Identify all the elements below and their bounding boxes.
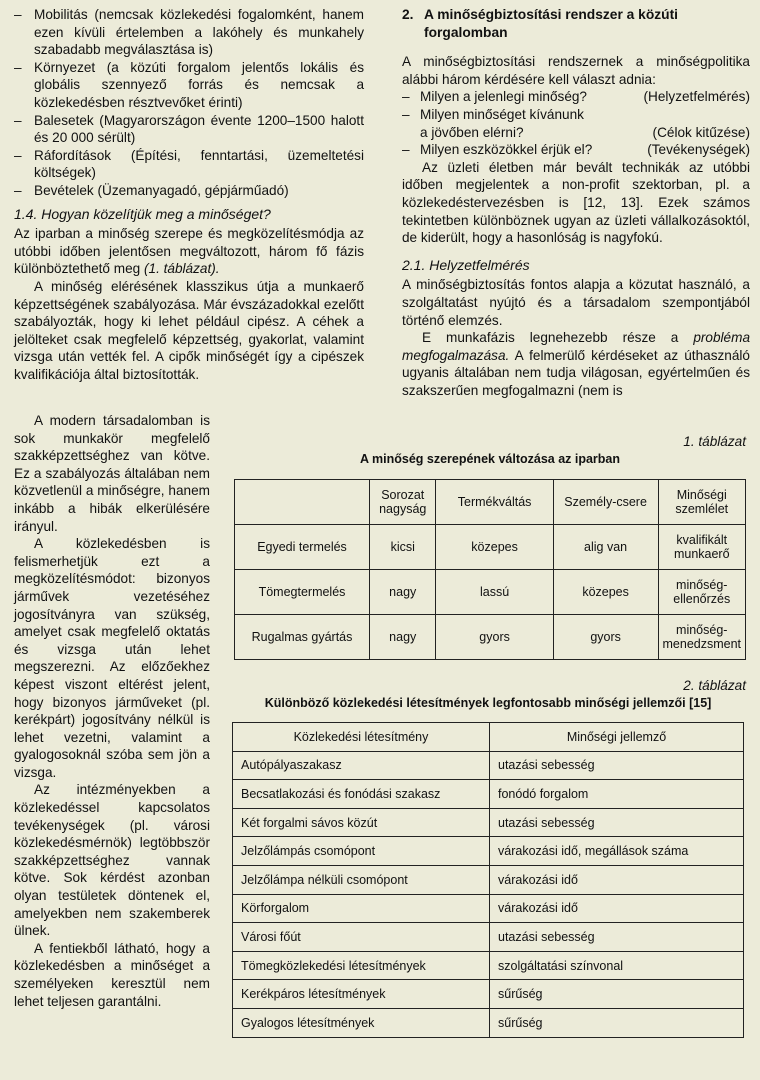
paragraph: A modern társadalomban is sok munkakör megfelelő szakképzettséghez van kötve. Ez a szabályozás általában nem közvetlenül a minőségre, hanem inkább a hibák elkerülésére irányul. (14, 413, 210, 534)
table-row (235, 615, 746, 660)
table-2-label: 2. táblázat (683, 678, 746, 693)
table-cell: utazási sebesség (490, 923, 744, 952)
table-cell: nagy (370, 570, 436, 615)
question-text: Milyen minőséget kívánunk (420, 106, 584, 122)
table-cell: nagy (370, 615, 436, 660)
table-row (233, 808, 744, 837)
table-row (233, 980, 744, 1009)
list-item: – Balesetek (Magyarországon évente 1200–1500 halott és 20 000 sérült) (14, 112, 364, 146)
paragraph-text: E munkafázis legnehezebb része a (422, 330, 694, 346)
table-cell: közepes (436, 525, 553, 570)
table-cell: várakozási idő, megállások száma (490, 837, 744, 866)
table-cell: Tömegközlekedési létesítmények (233, 951, 490, 980)
question-item: – Milyen eszközökkel érjük el? (Tevékenységek) (402, 142, 750, 158)
table-header-cell (235, 480, 370, 525)
right-column (402, 6, 750, 399)
question-text: Milyen eszközökkel érjük el? (420, 142, 593, 158)
paragraph: A minőség elérésének klasszikus útja a munkaerő képzettségének szabályozása. Már évszázadokkal ezelőtt szabályozták, hogy ki lehet például cipész. A céhek a jelölteket csak megfelelő képzettség, gyakorlat, valamint vizsga után vették fel. A cipők minőségét így a cipészek kvalifikációja által biztosították. (14, 278, 364, 382)
question-item-cont (402, 124, 750, 142)
table-cell: Jelzőlámpás csomópont (233, 837, 490, 866)
question-text: a jövőben elérni? (420, 124, 524, 140)
question-label: (Tevékenységek) (647, 142, 750, 158)
table-cell: alig van (553, 525, 658, 570)
table-2-title: Különböző közlekedési létesítmények legfontosabb minőségi jellemzői [15] (264, 696, 712, 710)
paragraph: Az intézményekben a közlekedéssel kapcsolatos tevékenységek (pl. városi közlekedésmérnök) legtöbbször szakképzettséghez vannak kötve. Sok kérdést azonban olyan testületek döntenek el, amelyekben nem szakemberek ülnek. (14, 782, 210, 939)
list-item: – Környezet (a közúti forgalom jelentős lokális és globális szennyező forrás és nemcsak a közlekedésben résztvevőket érinti) (14, 59, 364, 110)
table-reference: (1. táblázat). (143, 261, 220, 277)
table-cell: Rugalmas gyártás (235, 615, 370, 660)
table-cell: kvalifikált munkaerő (658, 525, 746, 570)
table-cell: közepes (553, 570, 658, 615)
table-row (233, 1008, 744, 1037)
table-row (233, 951, 744, 980)
paragraph: A fentiekből látható, hogy a közlekedésben a minőséget a személyeken keresztül nem lehet teljesen garantálni. (14, 940, 210, 1009)
table-header-cell: Közlekedési létesítmény (233, 723, 490, 752)
table-cell: várakozási idő (490, 894, 744, 923)
table-row (233, 751, 744, 780)
paragraph: A minőségbiztosítás fontos alapja a közutat használó, a szolgáltatást nyújtó és a társadalom szempontjából történő elemzés. (402, 277, 750, 328)
table-cell: Két forgalmi sávos közút (233, 808, 490, 837)
table-2-body (233, 751, 744, 1037)
section-heading-2 (402, 6, 750, 41)
table-header-row (233, 723, 744, 752)
section-title: A minőségbiztosítási rendszer a közúti forgalomban (424, 7, 679, 40)
table-header-row (235, 480, 746, 525)
table-cell: Városi főút (233, 923, 490, 952)
table-header-cell: Sorozat nagyság (370, 480, 436, 525)
section-heading-1-4: 1.4. Hogyan közelítjük meg a minőséget? (14, 205, 271, 222)
table-cell: Becsatlakozási és fonódási szakasz (233, 780, 490, 809)
list-item: – Bevételek (Üzemanyagadó, gépjárműadó) (14, 182, 364, 200)
table-row (233, 923, 744, 952)
list-item: – Mobilitás (nemcsak közlekedési fogalomként, hanem ezen kívüli értelemben a lakóhely és munkahely szabadabb megválasztása is) (14, 7, 364, 58)
table-cell: Egyedi termelés (235, 525, 370, 570)
table-cell: fonódó forgalom (490, 780, 744, 809)
table-header-cell: Minőségi szemlélet (658, 480, 746, 525)
table-header-cell: Személy-csere (553, 480, 658, 525)
table-cell: gyors (553, 615, 658, 660)
table-cell: Körforgalom (233, 894, 490, 923)
table-cell: sűrűség (490, 1008, 744, 1037)
table-row (235, 570, 746, 615)
left-wrapped-text (14, 412, 210, 1010)
table-cell: minőség-menedzsment (658, 615, 746, 660)
table-1-label: 1. táblázat (683, 434, 746, 449)
table-cell: utazási sebesség (490, 808, 744, 837)
question-label: (Célok kitűzése) (652, 124, 750, 140)
paragraph (14, 225, 364, 278)
paragraph (402, 329, 750, 399)
question-label: (Helyzetfelmérés) (643, 89, 750, 105)
bullet-text: Balesetek (Magyarországon évente 1200–1500 halott és 20 000 sérült) (34, 112, 364, 146)
list-item: – Ráfordítások (Építési, fenntartási, üzemeltetési költségek) (14, 147, 364, 181)
paragraph-text: A felmerülő kérdéseket az úthasználó ugyanis általában nem tudja világosan, egyértelműen és szakszerűen megfogalmazni (nem is (402, 347, 750, 398)
paragraph-text: Az iparban a minőség szerepe és megközelítésmódja az utóbbi időben jelentősen megváltozott, három fő fázis különböztethető meg (14, 226, 364, 277)
table-cell: Tömegtermelés (235, 570, 370, 615)
left-column (14, 6, 364, 383)
table-cell: Jelzőlámpa nélküli csomópont (233, 865, 490, 894)
table-header-cell: Minőségi jellemző (490, 723, 744, 752)
table-row (233, 780, 744, 809)
table-cell: Autópályaszakasz (233, 751, 490, 780)
table-2 (232, 722, 744, 1038)
table-row (233, 894, 744, 923)
section-heading-2-1: 2.1. Helyzetfelmérés (402, 256, 530, 273)
paragraph: A minőségbiztosítási rendszernek a minőségpolitika alábbi három kérdésére kell választ adnia: (402, 54, 750, 87)
emphasis: probléma megfogalmazása. (402, 330, 750, 363)
table-1-title: A minőség szerepének változása az iparban (359, 452, 621, 466)
paragraph: A közlekedésben is felismerhetjük ezt a megközelítésmódot: bizonyos járművek vezetéséhez jogosítványra van szükség, amelyet csak megfelelő oktatás és vizsga után lehet megszerezni. Az előzőekhez képest viszont eltérést jelent, hogy bizonyos járműveket (pl. kerékpárt) jogosítvány nélkül is lehet vezetni, valamint a gyalogosoknál szóba sem jön a vizsga. (14, 536, 210, 780)
table-row (233, 865, 744, 894)
table-header-cell: Termékváltás (436, 480, 553, 525)
table-cell: szolgáltatási színvonal (490, 951, 744, 980)
table-cell: Gyalogos létesítmények (233, 1008, 490, 1037)
table-cell: Kerékpáros létesítmények (233, 980, 490, 1009)
table-cell: várakozási idő (490, 865, 744, 894)
bullet-text: Ráfordítások (Építési, fenntartási, üzemeltetési költségek) (34, 147, 364, 181)
section-number: 2. (402, 7, 414, 22)
bullet-text: Környezet (a közúti forgalom jelentős lokális és globális szennyező forrás és nemcsak a közlekedésben résztvevőket érinti) (34, 59, 364, 110)
table-cell: kicsi (370, 525, 436, 570)
table-cell: minőség-ellenőrzés (658, 570, 746, 615)
bullet-text: Mobilitás (nemcsak közlekedési fogalomként, hanem ezen kívüli értelemben a lakóhely és munkahely szabadabb megválasztása is) (34, 7, 364, 58)
table-cell: sűrűség (490, 980, 744, 1009)
question-text: Milyen a jelenlegi minőség? (420, 89, 587, 105)
table-row (235, 525, 746, 570)
question-item: – Milyen minőséget kívánunk (402, 106, 584, 122)
paragraph: Az üzleti életben már bevált technikák az utóbbi időben megjelentek a non-profit szektorban, pl. a közlekedéstervezésben is [12, 13]. Ezek számos tekintetben különböznek ugyan az üzleti vállalkozásoktól, de kiderült, hogy a hasonlóság is nagyfokú. (402, 159, 750, 246)
question-item: – Milyen a jelenlegi minőség? (Helyzetfelmérés) (402, 89, 750, 105)
table-cell: utazási sebesség (490, 751, 744, 780)
table-1 (234, 479, 746, 660)
table-cell: gyors (436, 615, 553, 660)
bullet-text: Bevételek (Üzemanyagadó, gépjárműadó) (34, 182, 289, 198)
table-cell: lassú (436, 570, 553, 615)
table-row (233, 837, 744, 866)
